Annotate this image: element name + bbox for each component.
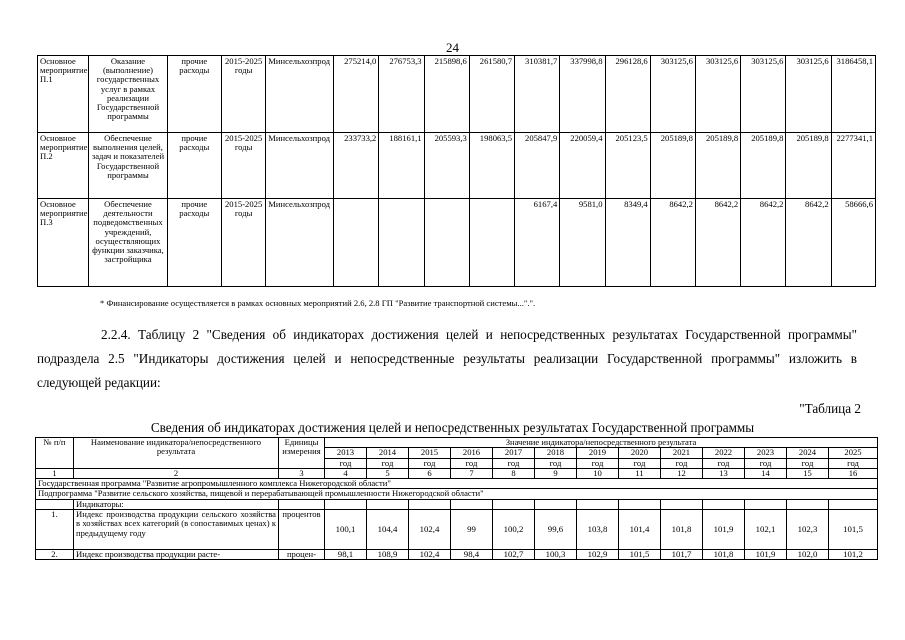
value-cell: 101,5 xyxy=(619,550,661,560)
year-suffix: год xyxy=(535,458,577,468)
program-cell: Государственная программа "Развитие агропромышленного комплекса Нижегородской области" xyxy=(36,479,878,489)
table-row xyxy=(38,56,876,133)
body-paragraph: 2.2.4. Таблицу 2 "Сведения об индикаторах достижения целей и непосредственных результатах Государственной программы" подраздела 2.5 "Индикаторы достижения целей и непосредственные результаты реализации Государственной программы" изложить в следующей редакции: xyxy=(37,327,857,390)
year-suffix: год xyxy=(493,458,535,468)
value-cell: 104,4 xyxy=(367,510,409,550)
value-cell: 8642,2 xyxy=(786,199,831,287)
period-cell: 2015-2025 годы xyxy=(222,199,266,287)
year-suffix: год xyxy=(619,458,661,468)
value-cell: 102,9 xyxy=(577,550,619,560)
empty-cell xyxy=(493,499,535,509)
year-suffix: год xyxy=(661,458,703,468)
year-header: 2013 xyxy=(325,448,367,458)
expense-type-cell: прочие расходы xyxy=(167,56,221,133)
year-header: 2020 xyxy=(619,448,661,458)
value-cell: 205189,8 xyxy=(741,133,786,199)
column-number: 8 xyxy=(493,468,535,478)
subprogram-cell: Подпрограмма "Развитие сельского хозяйства, пищевой и перерабатывающей промышленности Нижегородской области" xyxy=(36,489,878,499)
column-number: 15 xyxy=(787,468,829,478)
row-number: 2. xyxy=(36,550,74,560)
column-number: 10 xyxy=(577,468,619,478)
value-cell xyxy=(469,199,514,287)
value-cell: 205593,3 xyxy=(424,133,469,199)
empty-cell xyxy=(829,499,878,509)
value-cell: 205189,8 xyxy=(695,133,740,199)
value-cell: 205189,8 xyxy=(650,133,695,199)
header-num: № п/п xyxy=(36,438,74,469)
column-number-row xyxy=(36,468,878,478)
empty-cell xyxy=(367,499,409,509)
year-suffix: год xyxy=(703,458,745,468)
empty-cell xyxy=(619,499,661,509)
value-cell: 102,0 xyxy=(787,550,829,560)
column-number: 9 xyxy=(535,468,577,478)
column-number: 2 xyxy=(74,468,279,478)
empty-cell xyxy=(703,499,745,509)
value-cell: 205847,9 xyxy=(515,133,560,199)
event-name-cell: Обеспечение деятельности подведомственных учреждений, осуществляющих функции заказчика, застройщика xyxy=(89,199,167,287)
year-header: 2016 xyxy=(451,448,493,458)
event-name-cell: Оказание (выполнение) государственных услуг в рамках реализации Государственной программы xyxy=(89,56,167,133)
page-number: 24 xyxy=(446,40,459,55)
value-cell: 2277341,1 xyxy=(831,133,875,199)
indicator-name: Индекс производства продукции сельского хозяйства в хозяйствах всех категорий (в сопоставимых ценах) к предыдущему году xyxy=(74,510,279,550)
value-cell: 303125,6 xyxy=(695,56,740,133)
table-row xyxy=(38,199,876,287)
year-suffix: год xyxy=(367,458,409,468)
empty-cell xyxy=(535,499,577,509)
column-number: 12 xyxy=(661,468,703,478)
header-row xyxy=(36,438,878,448)
column-number: 14 xyxy=(745,468,787,478)
value-cell: 303125,6 xyxy=(741,56,786,133)
value-cell: 100,2 xyxy=(493,510,535,550)
unit-cell: процен- xyxy=(279,550,325,560)
value-cell: 102,7 xyxy=(493,550,535,560)
empty-cell xyxy=(36,499,74,509)
value-cell: 205123,5 xyxy=(605,133,650,199)
funding-table xyxy=(37,55,876,287)
year-header: 2017 xyxy=(493,448,535,458)
row-number: 1. xyxy=(36,510,74,550)
indicators-table xyxy=(35,437,878,560)
value-cell: 233733,2 xyxy=(334,133,379,199)
value-cell: 101,2 xyxy=(829,550,878,560)
column-number: 6 xyxy=(409,468,451,478)
value-cell: 220059,4 xyxy=(560,133,605,199)
value-cell: 198063,5 xyxy=(469,133,514,199)
empty-cell xyxy=(577,499,619,509)
year-header: 2024 xyxy=(787,448,829,458)
year-suffix: год xyxy=(409,458,451,468)
indicator-name: Индекс производства продукции расте- xyxy=(74,550,279,560)
value-cell: 98,1 xyxy=(325,550,367,560)
value-cell: 303125,6 xyxy=(650,56,695,133)
column-number: 7 xyxy=(451,468,493,478)
value-cell: 9581,0 xyxy=(560,199,605,287)
value-cell: 101,8 xyxy=(703,550,745,560)
empty-cell xyxy=(325,499,367,509)
period-cell: 2015-2025 годы xyxy=(222,56,266,133)
period-cell: 2015-2025 годы xyxy=(222,133,266,199)
table-row xyxy=(36,510,878,550)
value-cell: 103,8 xyxy=(577,510,619,550)
event-cell: Основное мероприятие П.1 xyxy=(38,56,89,133)
value-cell xyxy=(379,199,424,287)
subprogram-row xyxy=(36,489,878,499)
value-cell: 102,4 xyxy=(409,550,451,560)
year-header: 2019 xyxy=(577,448,619,458)
table-row xyxy=(36,550,878,560)
executor-cell: Минсельхозпрод xyxy=(266,56,334,133)
column-number: 13 xyxy=(703,468,745,478)
value-cell: 337998,8 xyxy=(560,56,605,133)
empty-cell xyxy=(745,499,787,509)
unit-cell: процентов xyxy=(279,510,325,550)
year-header: 2014 xyxy=(367,448,409,458)
column-number: 1 xyxy=(36,468,74,478)
value-cell: 310381,7 xyxy=(515,56,560,133)
value-cell xyxy=(424,199,469,287)
column-number: 11 xyxy=(619,468,661,478)
value-cell: 8349,4 xyxy=(605,199,650,287)
value-cell: 101,8 xyxy=(661,510,703,550)
year-header: 2018 xyxy=(535,448,577,458)
empty-cell xyxy=(279,499,325,509)
empty-cell xyxy=(409,499,451,509)
empty-cell xyxy=(787,499,829,509)
column-number: 4 xyxy=(325,468,367,478)
value-cell: 99 xyxy=(451,510,493,550)
value-cell: 188161,1 xyxy=(379,133,424,199)
header-value: Значение индикатора/непосредственного результата xyxy=(325,438,878,448)
year-suffix: год xyxy=(745,458,787,468)
header-unit: Единицы измерения xyxy=(279,438,325,469)
year-header: 2021 xyxy=(661,448,703,458)
expense-type-cell: прочие расходы xyxy=(167,133,221,199)
value-cell: 296128,6 xyxy=(605,56,650,133)
empty-cell xyxy=(661,499,703,509)
event-cell: Основное мероприятие П.2 xyxy=(38,133,89,199)
table-row xyxy=(38,133,876,199)
value-cell: 100,1 xyxy=(325,510,367,550)
column-number: 3 xyxy=(279,468,325,478)
program-row xyxy=(36,479,878,489)
executor-cell: Минсельхозпрод xyxy=(266,133,334,199)
year-header: 2022 xyxy=(703,448,745,458)
year-header: 2015 xyxy=(409,448,451,458)
value-cell: 102,1 xyxy=(745,510,787,550)
value-cell: 58666,6 xyxy=(831,199,875,287)
value-cell: 99,6 xyxy=(535,510,577,550)
value-cell: 303125,6 xyxy=(786,56,831,133)
year-suffix: год xyxy=(787,458,829,468)
year-header: 2025 xyxy=(829,448,878,458)
value-cell: 205189,8 xyxy=(786,133,831,199)
empty-cell xyxy=(451,499,493,509)
value-cell: 3186458,1 xyxy=(831,56,875,133)
header-name: Наименование индикатора/непосредственного результата xyxy=(74,438,279,469)
value-cell: 8642,2 xyxy=(741,199,786,287)
value-cell: 108,9 xyxy=(367,550,409,560)
indicators-label-row xyxy=(36,499,878,509)
year-suffix: год xyxy=(325,458,367,468)
value-cell xyxy=(334,199,379,287)
footnote: * Финансирование осуществляется в рамках основных мероприятий 2.6, 2.8 ГП "Развитие транспортной системы...".". xyxy=(100,298,536,308)
event-name-cell: Обеспечение выполнения целей, задач и показателей Государственной программы xyxy=(89,133,167,199)
column-number: 5 xyxy=(367,468,409,478)
value-cell: 215898,6 xyxy=(424,56,469,133)
value-cell: 101,7 xyxy=(661,550,703,560)
event-cell: Основное мероприятие П.3 xyxy=(38,199,89,287)
year-suffix: год xyxy=(577,458,619,468)
value-cell: 102,3 xyxy=(787,510,829,550)
year-suffix: год xyxy=(451,458,493,468)
table-title: Сведения об индикаторах достижения целей и непосредственных результатах Государственной программы xyxy=(150,420,755,435)
value-cell: 102,4 xyxy=(409,510,451,550)
value-cell: 8642,2 xyxy=(650,199,695,287)
indicators-label: Индикаторы: xyxy=(74,499,279,509)
value-cell: 100,3 xyxy=(535,550,577,560)
year-header: 2023 xyxy=(745,448,787,458)
value-cell: 101,4 xyxy=(619,510,661,550)
value-cell: 275214,0 xyxy=(334,56,379,133)
value-cell: 8642,2 xyxy=(695,199,740,287)
executor-cell: Минсельхозпрод xyxy=(266,199,334,287)
value-cell: 101,9 xyxy=(703,510,745,550)
value-cell: 6167,4 xyxy=(515,199,560,287)
value-cell: 101,9 xyxy=(745,550,787,560)
value-cell: 101,5 xyxy=(829,510,878,550)
value-cell: 98,4 xyxy=(451,550,493,560)
value-cell: 261580,7 xyxy=(469,56,514,133)
year-suffix: год xyxy=(829,458,878,468)
expense-type-cell: прочие расходы xyxy=(167,199,221,287)
table-label: "Таблица 2 xyxy=(799,401,861,416)
column-number: 16 xyxy=(829,468,878,478)
value-cell: 276753,3 xyxy=(379,56,424,133)
